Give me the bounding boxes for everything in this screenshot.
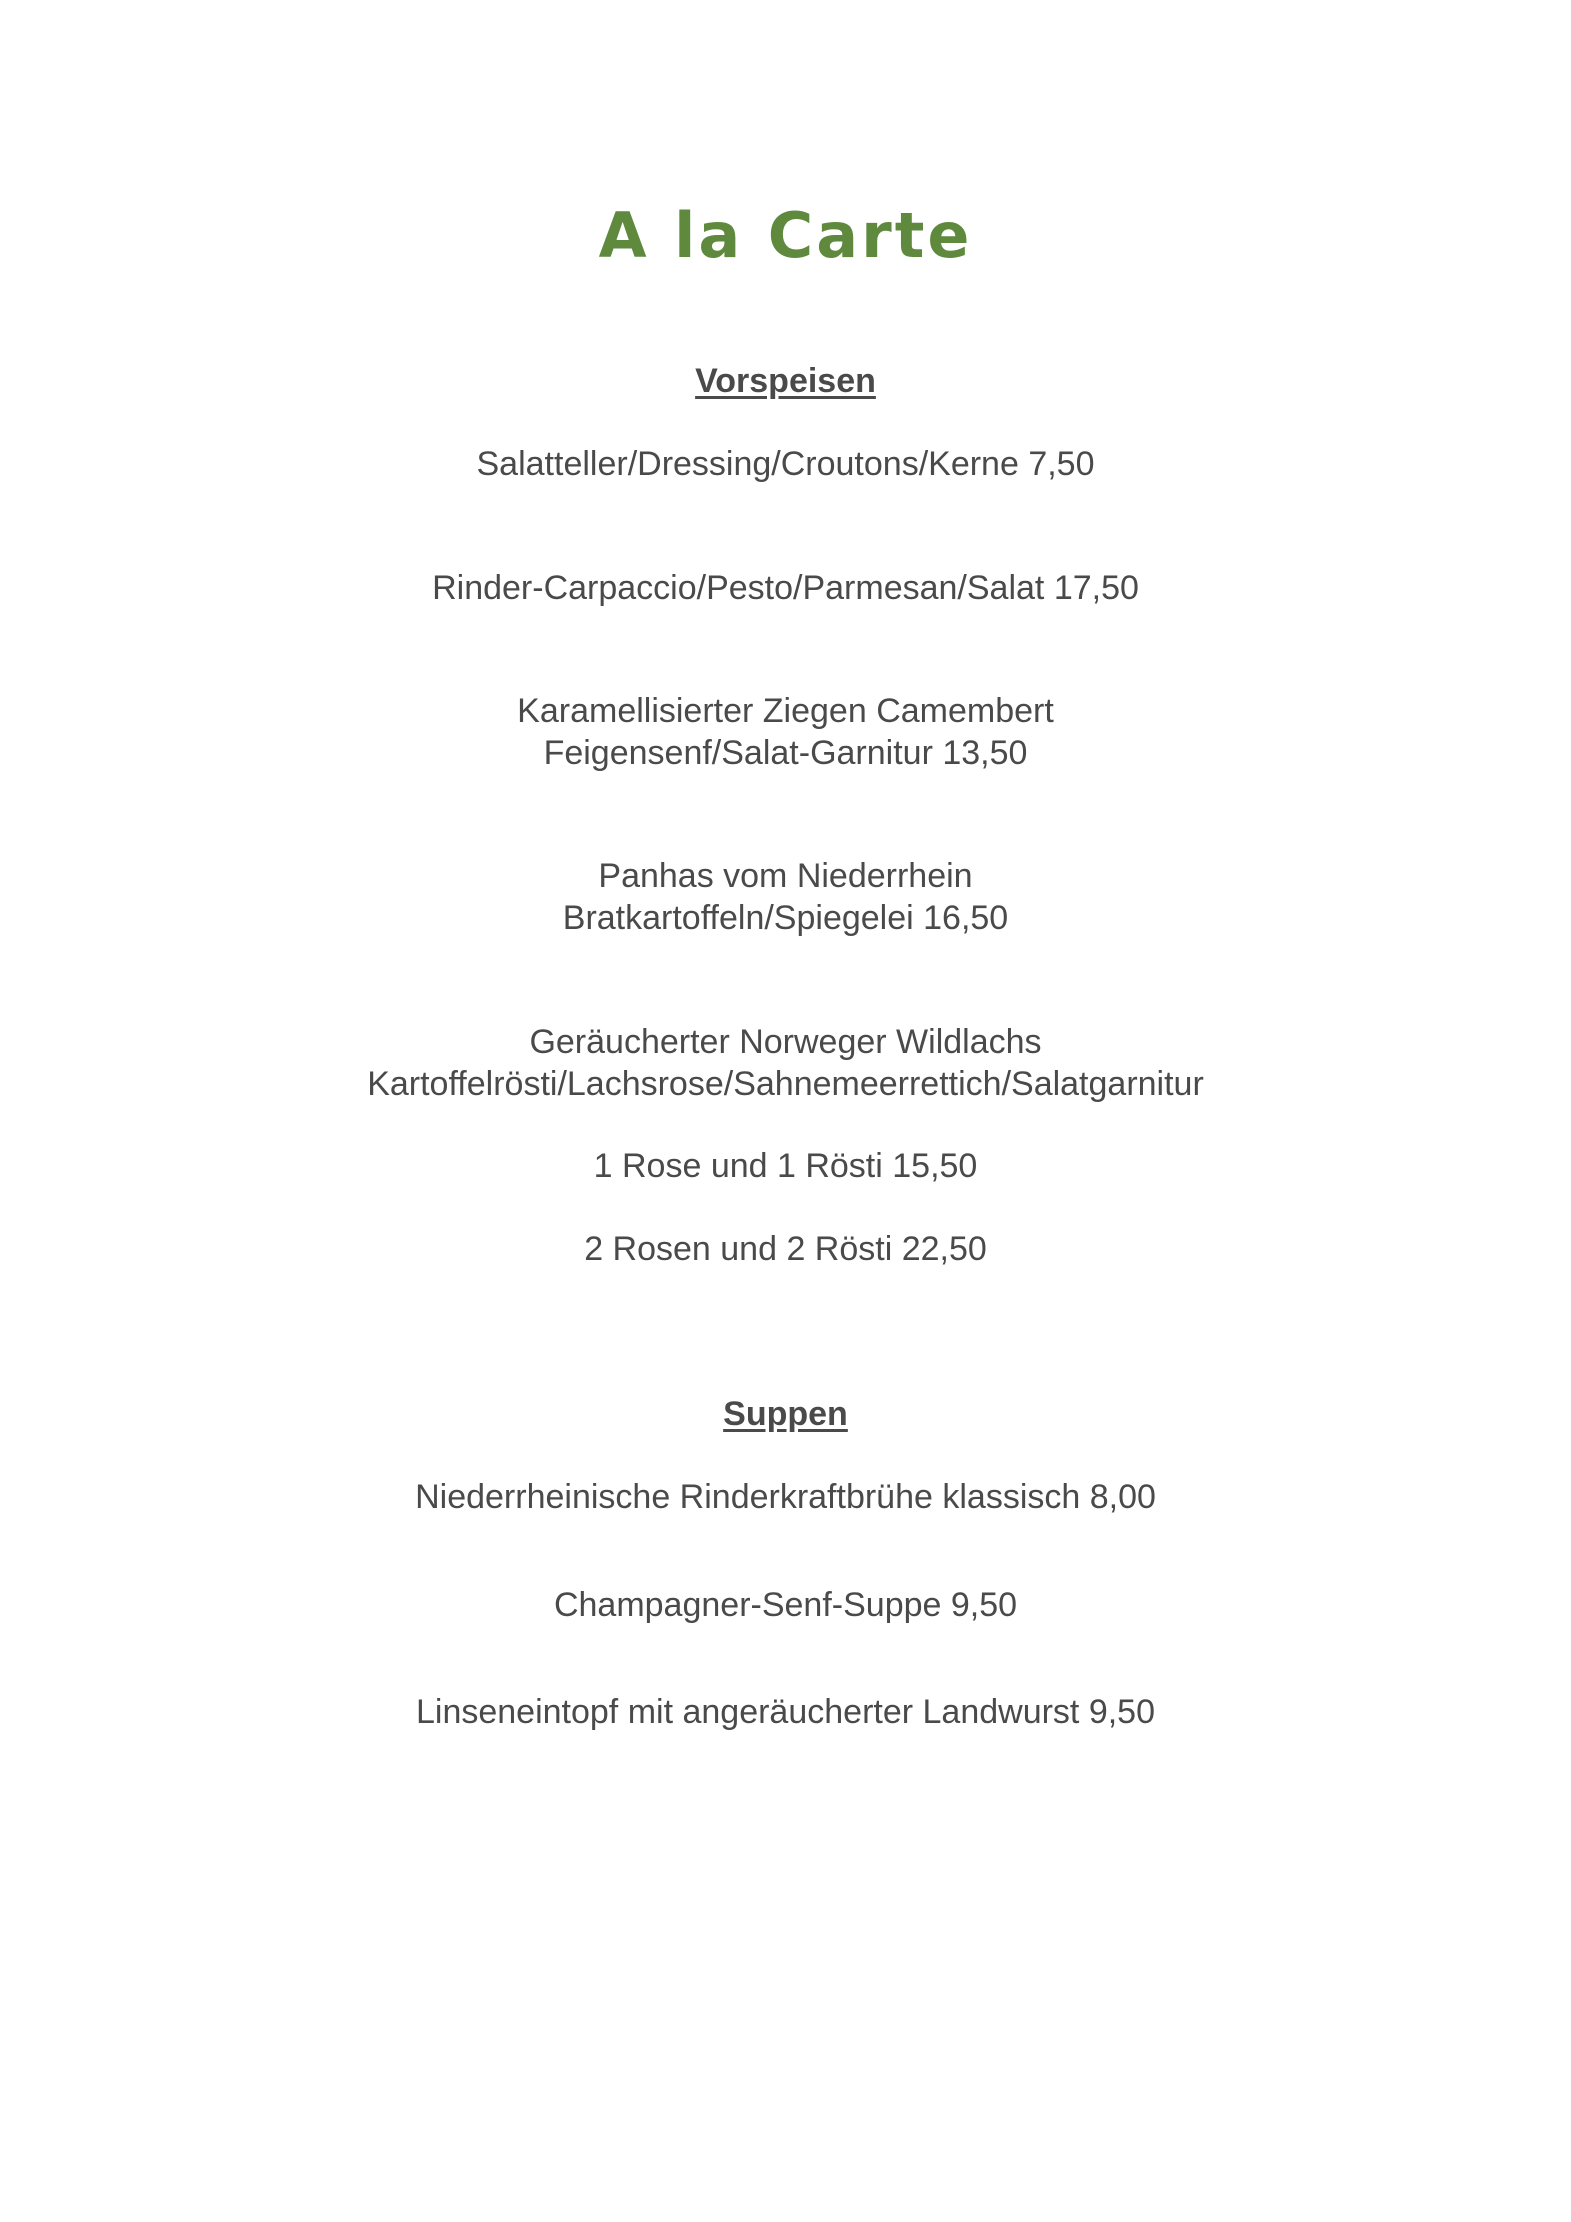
menu-item-carpaccio: Rinder-Carpaccio/Pesto/Parmesan/Salat 17,50 (432, 569, 1139, 607)
menu-item-wildlachs-name: Geräucherter Norweger Wildlachs (529, 1023, 1042, 1061)
menu-item-champagner-senf-suppe: Champagner-Senf-Suppe 9,50 (553, 1586, 1018, 1624)
menu-item-camembert-details: Feigensenf/Salat-Garnitur 13,50 (543, 734, 1028, 772)
menu-item-wildlachs-details: Kartoffelrösti/Lachsrose/Sahnemeerrettich/Salatgarnitur (367, 1065, 1204, 1103)
menu-item-panhas-name: Panhas vom Niederrhein (598, 857, 973, 895)
menu-item-linseneintopf: Linseneintopf mit angeräucherter Landwurst 9,50 (415, 1693, 1156, 1731)
menu-item-salatteller: Salatteller/Dressing/Croutons/Kerne 7,50 (476, 445, 1095, 483)
menu-item-rinderkraftbruehe: Niederrheinische Rinderkraftbrühe klassisch 8,00 (415, 1478, 1156, 1516)
section-heading-vorspeisen: Vorspeisen (695, 362, 876, 400)
menu-item-wildlachs-option-1: 1 Rose und 1 Rösti 15,50 (593, 1147, 978, 1185)
page-title: A la Carte (598, 199, 973, 272)
menu-item-camembert-name: Karamellisierter Ziegen Camembert (517, 692, 1054, 730)
menu-item-wildlachs-option-2: 2 Rosen und 2 Rösti 22,50 (584, 1230, 987, 1268)
section-heading-suppen: Suppen (723, 1395, 848, 1433)
menu-item-panhas-details: Bratkartoffeln/Spiegelei 16,50 (562, 899, 1009, 937)
